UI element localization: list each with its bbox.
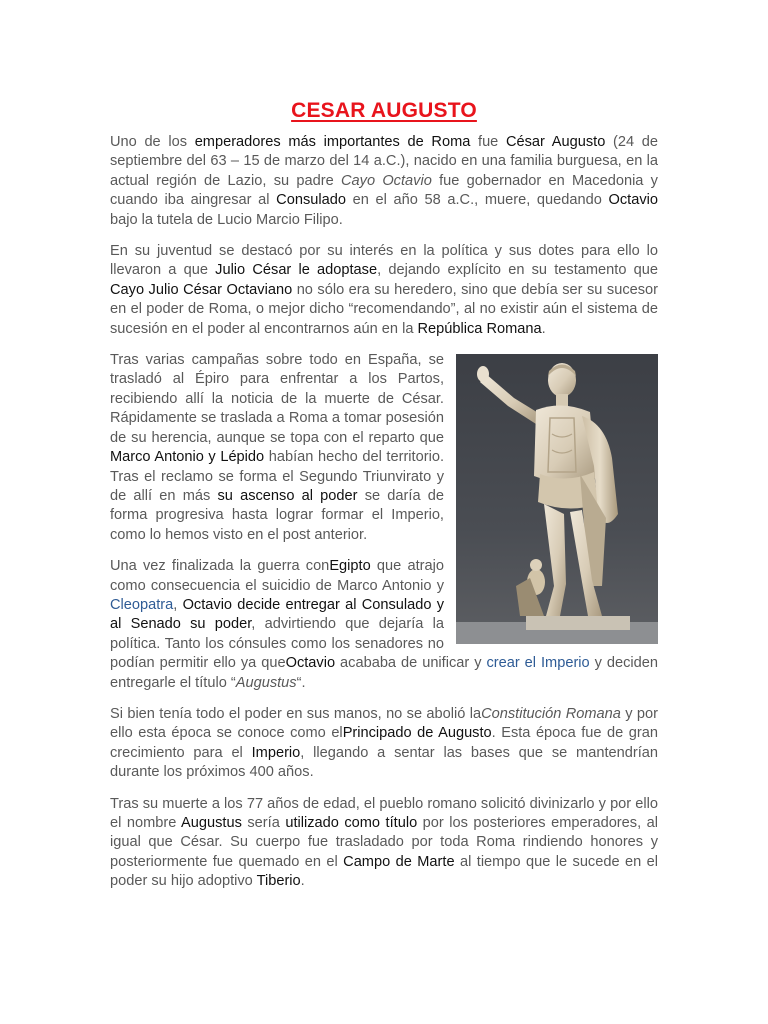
- text-span: .: [541, 320, 546, 337]
- italic-cayo-octavio: Cayo Octavio: [341, 172, 432, 189]
- keyword-tiberio: Tiberio: [256, 873, 301, 890]
- keyword-octavio: Octavio: [285, 655, 336, 672]
- text-span: al tiempo que le sucede en el poder su hijo adoptivo: [110, 853, 658, 890]
- link-cleopatra[interactable]: Cleopatra: [110, 596, 174, 613]
- keyword-imperio: Imperio: [251, 744, 301, 761]
- text-span: y por ello esta época se conoce como el: [110, 705, 658, 742]
- text-span: acababa de unificar y: [335, 655, 487, 672]
- text-span: y deciden entregarle el título “: [110, 655, 659, 691]
- text-span: fue: [470, 134, 506, 150]
- text-span: Tras su muerte a los 77 años de edad, el pueblo romano solicitó divinizarlo y por ello el nombre: [110, 795, 658, 831]
- text-span: fue gobernador en Macedonia y cuando iba aingresar al: [110, 172, 658, 209]
- keyword-utilizado-como-titulo: utilizado como título: [285, 815, 418, 831]
- keyword-consulado: Consulado: [276, 192, 346, 209]
- keyword-marco-antonio-lepido: Marco Antonio y Lépido: [110, 449, 265, 466]
- text-span: sería: [241, 815, 286, 831]
- text-span: que atrajo como consecuencia el suicidio de Marco Antonio y: [110, 558, 444, 594]
- keyword-octavio-entrega-poder: Octavio decide entregar al Consulado y al Senado su poder: [110, 596, 445, 633]
- text-span: (24 de septiembre del 63 – 15 de marzo del 14 a.C.), nacido en una familia burguesa, en la actual región de Lazio, su padre: [110, 134, 659, 189]
- text-span: habían hecho del territorio. Tras el reclamo se forma el Segundo Triunvirato y de allí en más: [110, 449, 444, 504]
- text-span: Uno de los: [110, 134, 195, 150]
- keyword-egipto: Egipto: [329, 558, 371, 575]
- text-span: por los posteriores emperadores, al igual que César. Su cuerpo fue trasladado por toda Roma rindiendo honores y posteriormente fue quemado en el: [110, 815, 658, 870]
- text-span: bajo la tutela de Lucio Marcio Filipo.: [110, 211, 343, 228]
- keyword-ascenso-al-poder: su ascenso al poder: [217, 487, 358, 504]
- text-span: “.: [296, 674, 306, 691]
- paragraph-2: [110, 242, 658, 339]
- text-span: Una vez finalizada la guerra con: [110, 558, 330, 575]
- text-span: no sólo era su heredero, sino que debía ser su sucesor en el poder de Roma, o mejor dicho “recomendando”, al no existir aún el sistema de sucesión en el poder al encontrarnos aún en la: [110, 281, 659, 337]
- keyword-emperadores: emperadores más importantes de Roma: [194, 134, 471, 150]
- keyword-cesar-augusto: César Augusto: [505, 134, 606, 150]
- keyword-principado-de-augusto: Principado de Augusto: [342, 725, 492, 742]
- keyword-campo-de-marte: Campo de Marte: [343, 853, 455, 870]
- text-span: se daría de forma progresiva hasta lograr formar el Imperio, como lo hemos visto en el post anterior.: [110, 487, 444, 543]
- paragraph-6: [110, 795, 658, 892]
- keyword-augustus: Augustus: [181, 815, 242, 831]
- text-span: , llegando a sentar las bases que se mantendrían durante los próximos 400 años.: [110, 744, 658, 781]
- keyword-julio-cesar: Julio César le adoptase: [215, 262, 378, 279]
- italic-augustus: Augustus: [235, 674, 297, 691]
- text-span: En su juventud se destacó por su interés en la política y sus dotes para ello lo llevaron a que: [110, 243, 658, 279]
- text-span: Si bien tenía todo el poder en sus manos, no se abolió la: [110, 705, 482, 722]
- paragraph-5: [110, 705, 658, 783]
- keyword-octaviano: Cayo Julio César Octaviano: [110, 281, 293, 298]
- text-span: en el año 58 a.C., muere, quedando: [345, 192, 609, 209]
- article-body: [110, 133, 658, 904]
- text-span: Tras varias campañas sobre todo en España, se trasladó al Épiro para enfrentar a los Partos, recibiendo allí la noticia de la muerte de César. Rápidamente se traslada a Roma a tomar posesión de su herencia, aunque se topa con el reparto que: [110, 352, 444, 446]
- keyword-octavio: Octavio: [608, 192, 658, 209]
- text-span: .: [300, 873, 305, 890]
- italic-constitucion-romana: Constitución Romana: [481, 705, 621, 722]
- link-crear-el-imperio[interactable]: crear el Imperio: [486, 655, 590, 672]
- paragraph-1: [110, 133, 658, 230]
- text-span: ,: [173, 596, 183, 613]
- text-span: , dejando explícito en su testamento que: [377, 262, 658, 279]
- augustus-statue-image: [456, 354, 658, 644]
- text-span: , advirtiendo que dejaría la política. Tanto los cónsules como los senadores no podían permitir ello ya que: [110, 616, 444, 672]
- page-title: CESAR AUGUSTO: [291, 99, 477, 122]
- keyword-republica-romana: República Romana: [417, 320, 542, 337]
- text-span: . Esta época fue de gran crecimiento para el: [110, 725, 658, 761]
